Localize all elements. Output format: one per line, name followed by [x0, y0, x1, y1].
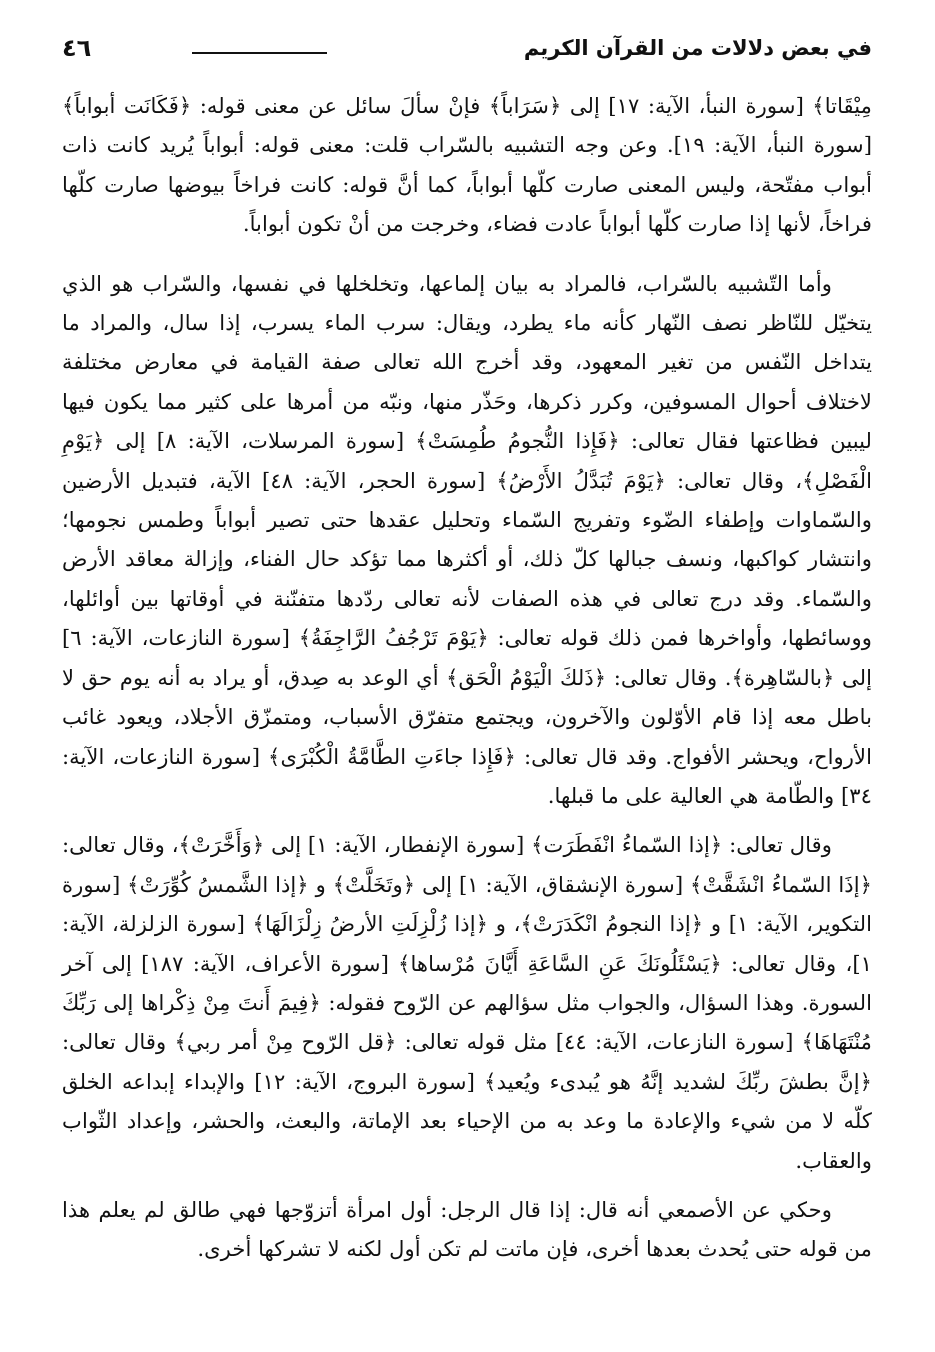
page-number: ٤٦: [62, 34, 92, 62]
paragraph: مِيْقَاتا﴾ [سورة النبأ، الآية: ١٧] إلى ﴿سَرَاباً﴾ فإنْ سألَ سائل عن معنى قوله: ﴿فَكَانَت أبواباً﴾ [سورة النبأ، الآية: ١٩]. وعن وجه التشبيه بالسّراب قلت: معنى قوله: أبواباً يُريد كانت ذات أبواب مفتّحة، وليس المعنى صارت كلّها أبواباً، كما أنَّ قوله: كانت فراخاً بيوضها صارت كلّها فراخاً، لأنها إذا صارت كلّها أبواباً عادت فضاء، وخرجت من أنْ تكون أبواباً.: [62, 93, 872, 237]
header-rule: [192, 52, 327, 54]
running-header: [62, 30, 872, 78]
page-body: [62, 86, 872, 1269]
running-title: في بعض دلالات من القرآن الكريم: [523, 36, 872, 60]
paragraph: وحكي عن الأصمعي أنه قال: إذا قال الرجل: أول امرأة أتزوّجها فهي طالق لم يعلم هذا من قوله حتى يُحدث بعدها أخرى، فإن ماتت لم تكن أول لكنه لا تشركها أخرى.: [62, 1196, 872, 1262]
paragraph: وقال تعالى: ﴿إذا السّماءُ انْفَطَرَت﴾ [سورة الإنفطار، الآية: ١] إلى ﴿وَأَخَّرَتْ﴾، وقال تعالى: ﴿إذَا السّماءُ انْشَقَّتْ﴾ [سورة الإنشقاق، الآية: ١] إلى ﴿وتَخَلَّتْ﴾ و ﴿إذا الشَّمسُ كُوِّرَتْ﴾ [سورة التكوير، الآية: ١] و ﴿إذا النجومُ انْكَدَرَتْ﴾، و ﴿إذا زُلْزِلَتِ الأرضُ زِلْزَالَهَا﴾ [سورة الزلزلة، الآية: ١]، وقال تعالى: ﴿يَسْئَلُونَكَ عَنِ السَّاعَةِ أَيَّانَ مُرْساها﴾ [سورة الأعراف، الآية: ١٨٧] إلى آخر السورة. وهذا السؤال، والجواب مثل سؤالهم عن الرّوح فقوله: ﴿فِيمَ أَنتَ مِنْ ذِكْراها إلى رَبِّكَ مُنْتَهَاهَا﴾ [سورة النازعات، الآية: ٤٤] مثل قوله تعالى: ﴿قل الرّوح مِنْ أمر ربي﴾ وقال تعالى: ﴿إنَّ بطشَ ربِّكَ لشديد إنَّهُ هو يُبدىء ويُعيد﴾ [سورة البروج، الآية: ١٢] والإبداء إبداعه الخلق كلّه لا من شيء والإعادة ما وعد به من الإحياء بعد الإماتة، والبعث، والحشر، وإعداد الثّواب والعقاب.: [62, 832, 872, 1173]
paragraph: وأما التّشبيه بالسّراب، فالمراد به بيان إلماعها، وتخلخلها في نفسها، والسّراب هو الذي يتخيّل للنّاظر نصف النّهار كأنه ماء يطرد، ويقال: سرب الماء يسرب، إذا سال، والمراد ما يتداخل النّفس من تغير المعهود، وقد أخرج الله تعالى صفة القيامة في معارض مختلفة لاختلاف أحوال المسوفين، وكرر ذكرها، وحَذّر منها، ونبّه من أمرها على كثير مما يكون فيها ليبين فظاعتها فقال تعالى: ﴿فَإِذا النُّجومُ طُمِسَتْ﴾ [سورة المرسلات، الآية: ٨] إلى ﴿يَوْمِ الْفَصْلِ﴾، وقال تعالى: ﴿يَوْمَ تُبَدَّلُ الأَرْضُ﴾ [سورة الحجر، الآية: ٤٨] الآية، فتبديل الأرضين والسّماوات وإطفاء الضّوء وتفريج السّماء وتحليل عقدها حتى تصير أبواباً وطمس نجومها؛ وانتشار كواكبها، ونسف جبالها كلّ ذلك، أو أكثرها مما تؤكد حال الفناء، وإزالة معاقد الأرض والسّماء. وقد درج تعالى في هذه الصفات لأنه تعالى ردّدها متفنّنة في أوقاتها بين أوائلها، ووسائطها، وأواخرها فمن ذلك قوله تعالى: ﴿يَوْمَ تَرْجُفُ الرَّاجِفَةُ﴾ [سورة النازعات، الآية: ٦] إلى ﴿بالسّاهِرة﴾. وقال تعالى: ﴿ذَلكَ الْيَوْمُ الْحَق﴾ أي الوعد به صِدق، أو يراد به أنه يوم حق لا باطل معه إذا قام الأوّلون والآخرون، ويجتمع متفرّق الأسباب، ومتمزّق الأجلاد، ويعود غائب الأرواح، ويحشر الأفواج. وقد قال تعالى: ﴿فَإِذا جاءَتِ الطَّامَّةُ الْكُبْرَى﴾ [سورة النازعات، الآية: ٣٤] والطّامة هي العالية على ما قبلها.: [62, 270, 872, 808]
